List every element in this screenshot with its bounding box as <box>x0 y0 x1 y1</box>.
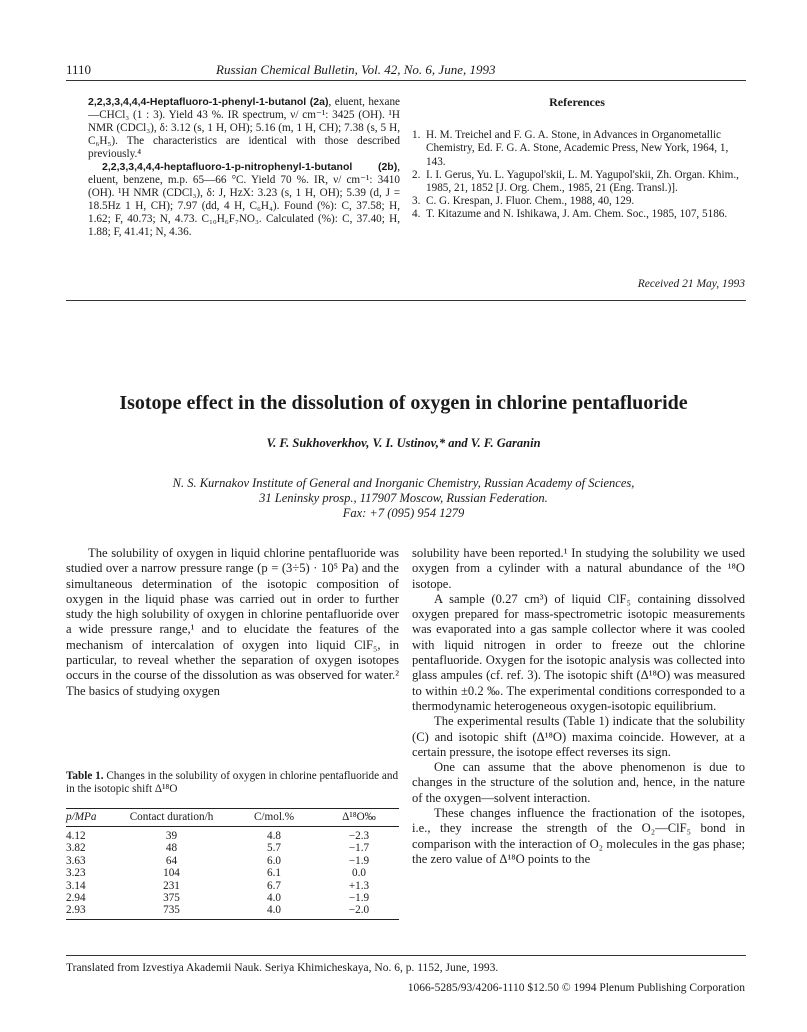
table-row <box>66 827 399 843</box>
table-row <box>66 842 399 854</box>
reference-number: 2. <box>412 168 421 181</box>
table-cell: 4.0 <box>267 892 281 905</box>
affiliation-line-2: 31 Leninsky prosp., 117907 Moscow, Russian Federation. <box>259 491 548 505</box>
body-paragraph: solubility have been reported.¹ In studying the solubility we used oxygen from a cylinder with a natural abundance of the ¹⁸O isotope. <box>412 546 745 591</box>
journal-citation: Russian Chemical Bulletin, Vol. 42, No. 6, June, 1993 <box>216 62 496 77</box>
table-cell: 231 <box>163 879 180 892</box>
compound-2b-paragraph <box>88 161 400 239</box>
reference-number: 1. <box>412 129 421 142</box>
table-cell: 3.23 <box>66 867 86 880</box>
compound-2a-paragraph <box>88 96 400 161</box>
body-paragraph: The experimental results (Table 1) indicate that the solubility (C) and isotopic shift (Δ¹⁸O) maxima coincide. However, at a certain pressure, the isotope effect reverses its sign. <box>412 714 745 759</box>
reference-item <box>412 208 742 221</box>
table-cell: 2.93 <box>66 904 114 919</box>
body-paragraph: A sample (0.27 cm³) of liquid ClF₅ containing dissolved oxygen prepared for mass-spectrometric isotopic measurements was evaporated into a gas sample collector where it was cooled with liquid nitrogen in order to freeze out the chlorine pentafluoride. Oxygen for the isotopic analysis was collected into glass ampules (cf. ref. 3). The isotopic shift (Δ¹⁸O) was measured to within ±0.2 ‰. The experimental conditions corresponded to a thermodynamic heterogeneous oxygen-isotopic equilibrium. <box>412 591 745 713</box>
table-cell: −1.7 <box>348 842 370 855</box>
compound-2a-text: , eluent, hexane—CHCl₃ (1 : 3). Yield 43 %. IR spectrum, ν/ cm⁻¹: 3425 (OH). ¹H NMR (CDCl₃), δ: 3.12 (s, 1 H, OH); 5.16 (m, 1 H, CH); 7.38 (s, 5 H, C₆H₅). The characteristics are identical with those described previously.⁴ <box>88 96 401 160</box>
table-cell: +1.3 <box>348 879 370 892</box>
footer-rule <box>66 955 746 956</box>
table-caption-text: Changes in the solubility of oxygen in chlorine pentafluoride and in the isotopic shift Δ¹⁸O <box>66 770 399 795</box>
body-paragraph: One can assume that the above phenomenon is due to changes in the structure of the solution and, hence, in the nature of the oxygen—solvent interaction. <box>412 760 745 805</box>
reference-item <box>412 195 742 208</box>
table-header-row <box>66 809 399 827</box>
reference-text: C. G. Krespan, J. Fluor. Chem., 1988, 40, 129. <box>426 195 635 208</box>
table-cell: 4.0 <box>229 904 319 919</box>
body-paragraph: The solubility of oxygen in liquid chlorine pentafluoride was studied over a narrow pressure range (p = (3÷5) · 10⁵ Pa) and the simultaneous determination of the isotopic composition of oxygen in the liquid phase was carried out in order to further study the high solubility of oxygen in chlorine pentafluoride over a wide pressure range,¹ and to elucidate the features of the mechanism of intercalation of oxygen into liquid ClF₅, in particular, to reveal whether the separation of oxygen isotopes occurs in the course of the dissolution as was observed for water.² The basics of studying oxygen <box>66 546 399 698</box>
reference-text: I. I. Gerus, Yu. L. Yagupol'skii, L. M. Yagupol'skii, Zh. Organ. Khim., 1985, 21, 1852 [J. Org. Chem., 1985, 21 (Eng. Transl.)]. <box>426 168 739 195</box>
received-date: Received 21 May, 1993 <box>637 278 745 290</box>
table-cell: 4.12 <box>66 830 86 842</box>
table-cell: 104 <box>163 867 180 880</box>
table-cell: −1.9 <box>348 892 370 905</box>
table-cell: 6.1 <box>267 867 281 880</box>
carryover-experimental <box>88 96 400 239</box>
article-title: Isotope effect in the dissolution of oxygen in chlorine pentafluoride <box>119 392 688 414</box>
table-cell: −2.0 <box>319 904 399 919</box>
compound-2b-name: 2,2,3,3,4,4,4-heptafluoro-1-p-nitrophenyl-1-butanol (2b) <box>102 161 398 173</box>
references-heading: References <box>549 95 605 109</box>
affiliation <box>0 476 807 521</box>
table-cell: 3.63 <box>66 854 86 867</box>
table-label: Table 1. <box>66 770 104 782</box>
header-rule <box>66 80 746 81</box>
table-row <box>66 880 399 892</box>
column-header: C/mol.% <box>229 809 319 827</box>
table-row <box>66 867 399 879</box>
table-row <box>66 892 399 904</box>
table-cell: 5.7 <box>267 842 281 855</box>
body-left-column <box>66 546 399 699</box>
table-cell: 3.14 <box>66 879 86 892</box>
affiliation-line-1: N. S. Kurnakov Institute of General and Inorganic Chemistry, Russian Academy of Sciences, <box>172 476 635 490</box>
page-number: 1110 <box>66 62 92 77</box>
compound-2b-text: , eluent, benzene, m.p. 65—66 °C. Yield 70 %. IR, ν/ cm⁻¹: 3410 (OH). ¹H NMR (CDCl₃), δ: J, HzX: 3.23 (s, 1 H, OH); 5.39 (d, J = 18.5Hz 1 H, CH); 7.97 (dd, 4 H, C₆H₄). Found (%): C, 37.58; H, 1.62; F, 40.73; N, 4.73. C₁₀H₆F₇NO₃. Calculated (%): C, 37.40; H, 1.88; F, 41.41; N, 4.36. <box>88 161 400 238</box>
references-list <box>412 129 742 221</box>
section-rule <box>66 300 746 301</box>
reference-number: 3. <box>412 195 421 208</box>
table-cell: 48 <box>165 842 178 855</box>
table-cell: 3.82 <box>66 842 86 855</box>
table-row <box>66 904 399 919</box>
copyright-line: 1066-5285/93/4206-1110 $12.50 © 1994 Plenum Publishing Corporation <box>407 982 745 994</box>
reference-text: H. M. Treichel and F. G. A. Stone, in Advances in Organometallic Chemistry, Ed. F. G. A. Stone, Academic Press, New York, 1964, 1, 143. <box>426 129 729 168</box>
reference-item <box>412 169 742 195</box>
table-cell: 39 <box>165 830 178 842</box>
table-cell: −1.9 <box>348 854 370 867</box>
table-cell: −2.3 <box>348 830 370 842</box>
table-cell: 6.7 <box>267 879 281 892</box>
table-cell: 0.0 <box>352 867 366 880</box>
table-caption <box>66 770 399 796</box>
compound-2a-name: 2,2,3,3,4,4,4-Heptafluoro-1-phenyl-1-butanol (2a) <box>88 96 329 108</box>
article-authors: V. F. Sukhoverkhov, V. I. Ustinov,* and V. F. Garanin <box>266 436 541 450</box>
column-header: Δ¹⁸O‰ <box>319 809 399 827</box>
body-paragraph: These changes influence the fractionation of the isotopes, i.e., they increase the strength of the O₂—ClF₅ bond in comparison with the interaction of O₂ molecules in the gas phase; the zero value of Δ¹⁸O points to the <box>412 806 745 866</box>
table-cell: 375 <box>163 892 180 905</box>
translation-note: Translated from Izvestiya Akademii Nauk. Seriya Khimicheskaya, No. 6, p. 1152, June, 1993. <box>66 962 499 974</box>
table-cell: 4.8 <box>267 830 281 842</box>
table-cell: 2.94 <box>66 892 86 905</box>
reference-item <box>412 129 742 169</box>
column-header: Contact duration/h <box>114 809 229 827</box>
affiliation-line-3: Fax: +7 (095) 954 1279 <box>342 506 465 520</box>
references-section <box>412 96 742 222</box>
body-right-column <box>412 546 745 867</box>
table-cell: 6.0 <box>267 854 281 867</box>
column-header: p/MPa <box>66 809 114 827</box>
reference-number: 4. <box>412 208 421 221</box>
table-1 <box>66 808 399 920</box>
table-cell: 735 <box>114 904 229 919</box>
table-row <box>66 855 399 867</box>
reference-text: T. Kitazume and N. Ishikawa, J. Am. Chem. Soc., 1985, 107, 5186. <box>426 208 728 221</box>
table-cell: 64 <box>165 854 178 867</box>
